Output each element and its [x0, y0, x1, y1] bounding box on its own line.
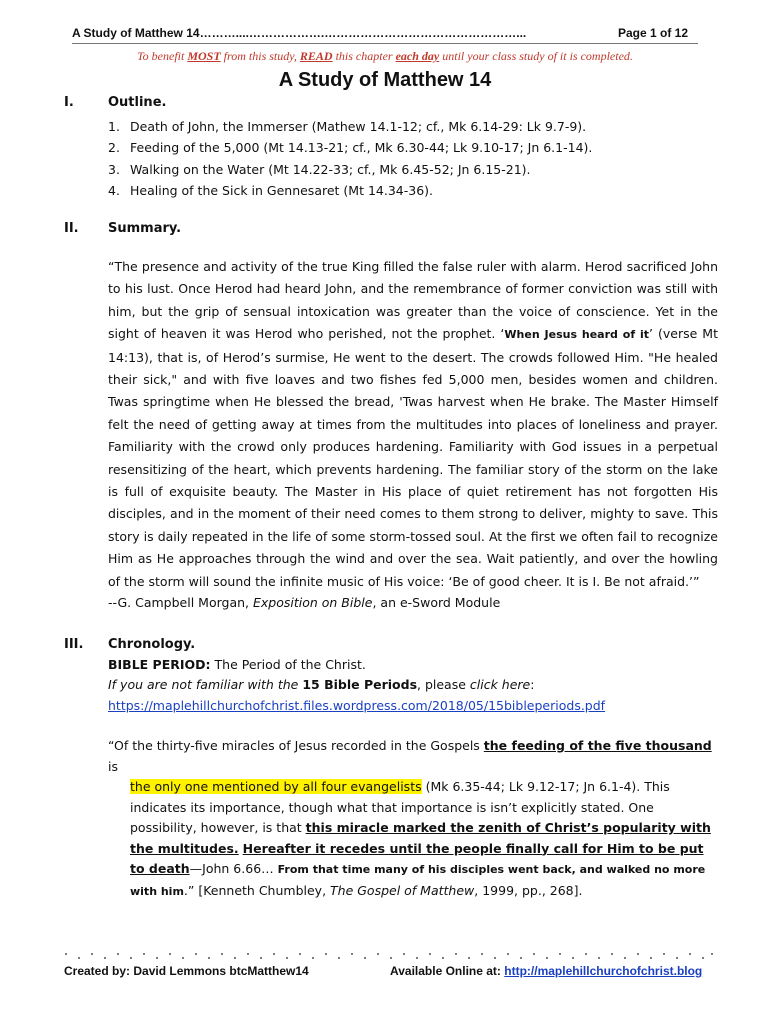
outline-item: 3. Walking on the Water (Mt 14.22-33; cf., Mk 6.45-52; Jn 6.15-21).: [108, 161, 531, 177]
footer-blog-link[interactable]: http://maplehillchurchofchrist.blog: [504, 964, 703, 978]
section-heading-summary: Summary.: [108, 221, 182, 236]
footer-dot-divider: [64, 952, 714, 960]
running-header-title: A Study of Matthew 14………....……………….…………………………………………...: [72, 26, 527, 40]
outline-item: 2. Feeding of the 5,000 (Mt 14.13-21; cf., Mk 6.30-44; Lk 9.10-17; Jn 6.1-14).: [108, 140, 593, 156]
highlighted-text: the only one mentioned by all four evangelists: [130, 779, 422, 794]
outline-item: 4. Healing of the Sick in Gennesaret (Mt 14.34-36).: [108, 182, 433, 198]
section-number-outline: I.: [64, 95, 74, 110]
section-number-summary: II.: [64, 221, 79, 236]
summary-paragraph: “The presence and activity of the true King filled the false ruler with alarm. Herod sacrificed John to his lust. Once Herod had heard John, and the remembrance of former conviction was still with him, but the grip of sensual intoxication was greater than the voice of conscience. Yet in the sight of heaven it was Herod who perished, not the prophet. ‘When Jesus heard of it’ (verse Mt 14:13), that is, of Herod’s surmise, He went to the desert. The crowds followed Him. "He healed their sick," and with five loaves and two fishes fed 5,000 men, besides women and children. Twas springtime when He blessed the bread, 'Twas harvest when He brake. The Master Himself felt the need of getting away at times from the multitudes into places of loneliness and prayer. Familiarity with the crowd only produces hardening. Familiarity with God issues in a perpetual resensitizing of the heart, which prevents hardening. The familiar story of the storm on the lake is full of exquisite beauty. The Master in His place of quiet retirement has not forgotten His disciples, and in the moment of their need comes to them strong to deliver, mighty to save. This story is daily repeated in the life of some storm-tossed soul. At the first we often fail to recognize Him as He approaches through the wind and over the sea. Wait patiently, and over the howling of the storm will sound the infinite music of His voice: ‘Be of good cheer. It is I. Be not afraid.’”: [108, 259, 718, 589]
bible-periods-note: If you are not familiar with the 15 Bible Periods, please click here:: [108, 677, 535, 692]
page-number: Page 1 of 12: [618, 26, 689, 40]
chumbley-quote: “Of the thirty-five miracles of Jesus recorded in the Gospels the feeding of the five thousand is the only one mentioned by all four evangelists (Mk 6.35-44; Lk 9.12-17; Jn 6.1-4). This indicates its importance, though what that importance is isn’t explicitly stated. One possibility, however, is that this miracle marked the zenith of Christ’s popularity with the multitudes. Hereafter it recedes until the people finally call for Him to be put to death—John 6.66… From that time many of his disciples went back, and walked no more with him.” [Kenneth Chumbley, The Gospel of Matthew, 1999, pp., 268].: [108, 738, 712, 898]
page-title: A Study of Matthew 14: [278, 69, 492, 91]
bible-periods-link[interactable]: https://maplehillchurchofchrist.files.wordpress.com/2018/05/15bibleperiods.pdf: [108, 698, 606, 713]
section-number-chronology: III.: [64, 637, 84, 652]
header-rule: [72, 43, 698, 44]
section-heading-chronology: Chronology.: [108, 637, 196, 652]
section-heading-outline: Outline.: [108, 95, 167, 110]
outline-item: 1. Death of John, the Immerser (Mathew 14.1-12; cf., Mk 6.14-29: Lk 9.7-9).: [108, 119, 587, 134]
footer-availability: Available Online at: http://maplehillchurchofchrist.blog: [390, 964, 703, 978]
study-instruction: To benefit MOST from this study, READ this chapter each day until your class study of it is completed.: [137, 49, 633, 63]
outline-list: [108, 116, 708, 201]
bible-period-line: BIBLE PERIOD: The Period of the Christ.: [108, 657, 366, 672]
footer-author: Created by: David Lemmons btcMatthew14: [64, 964, 309, 978]
summary-attribution: --G. Campbell Morgan, Exposition on Bible, an e-Sword Module: [108, 595, 501, 610]
